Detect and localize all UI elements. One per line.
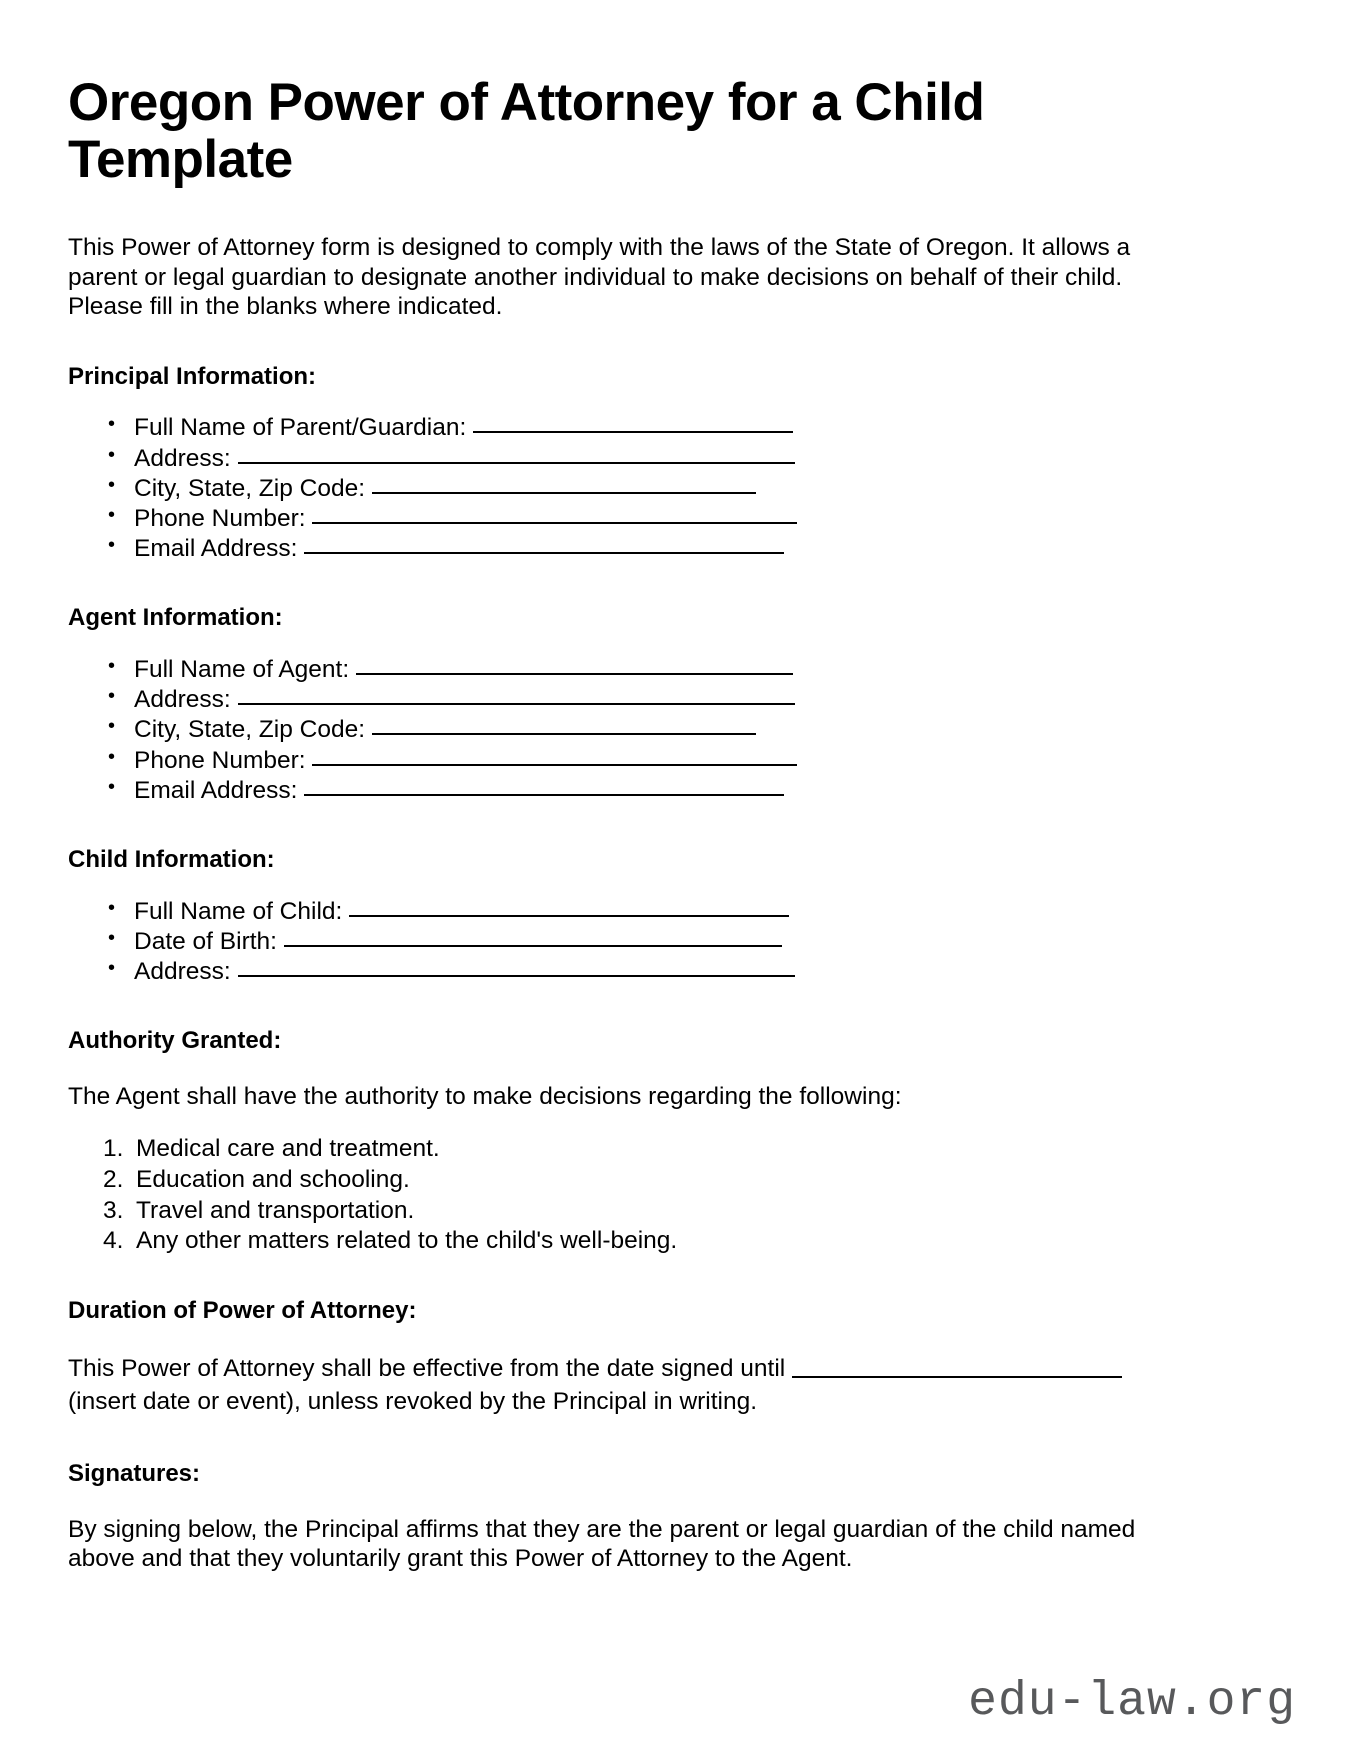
agent-field-list: [68, 656, 1292, 805]
list-item: [108, 505, 1292, 533]
list-item: [108, 958, 1292, 986]
fill-in-blank[interactable]: [312, 505, 797, 524]
field-label: Phone Number:: [134, 746, 306, 774]
list-item: [108, 445, 1292, 473]
field-label: Email Address:: [134, 776, 298, 804]
child-field-list: [68, 898, 1292, 987]
duration-fill-in-blank[interactable]: [792, 1357, 1122, 1378]
list-item: [108, 777, 1292, 805]
duration-text-after: (insert date or event), unless revoked by the Principal in writing.: [68, 1388, 758, 1416]
fill-in-blank[interactable]: [238, 445, 795, 464]
fill-in-blank[interactable]: [304, 777, 784, 796]
page-title: Oregon Power of Attorney for a Child Template: [68, 73, 985, 190]
list-item: [108, 686, 1292, 714]
intro-paragraph: This Power of Attorney form is designed to comply with the laws of the State of Oregon. It allows a parent or legal guardian to designate another individual to make decisions on behalf of their child. Please fill in the blanks where indicated.: [68, 234, 1131, 321]
list-item: [108, 656, 1292, 684]
fill-in-blank[interactable]: [284, 928, 782, 947]
fill-in-blank[interactable]: [356, 656, 793, 675]
field-label: Phone Number:: [134, 504, 306, 532]
field-label: Address:: [134, 958, 231, 986]
field-label: Full Name of Parent/Guardian:: [134, 414, 467, 442]
list-item: Any other matters related to the child's well-being.: [136, 1227, 678, 1255]
duration-text-before: This Power of Attorney shall be effective from the date signed until: [68, 1354, 786, 1382]
list-item: Medical care and treatment.: [136, 1135, 440, 1163]
field-label: Date of Birth:: [134, 927, 277, 955]
authority-list: [68, 1135, 1292, 1256]
fill-in-blank[interactable]: [473, 414, 793, 433]
site-watermark: edu-law.org: [968, 1675, 1296, 1729]
field-label: City, State, Zip Code:: [134, 716, 366, 744]
list-item: [108, 747, 1292, 775]
field-label: Full Name of Agent:: [134, 656, 350, 684]
list-item: [108, 475, 1292, 503]
list-item: Education and schooling.: [136, 1166, 410, 1194]
field-label: City, State, Zip Code:: [134, 474, 366, 502]
list-item: [108, 535, 1292, 563]
signatures-paragraph: By signing below, the Principal affirms that they are the parent or legal guardian of the child named above and that they voluntarily grant this Power of Attorney to the Agent.: [68, 1515, 1136, 1573]
field-label: Email Address:: [134, 535, 298, 563]
field-label: Full Name of Child:: [134, 897, 343, 925]
fill-in-blank[interactable]: [312, 747, 797, 766]
field-label: Address:: [134, 686, 231, 714]
field-label: Address:: [134, 444, 231, 472]
fill-in-blank[interactable]: [349, 898, 789, 917]
list-item: [108, 414, 1292, 442]
fill-in-blank[interactable]: [372, 475, 756, 494]
duration-heading: Duration of Power of Attorney:: [68, 1297, 417, 1325]
authority-granted-heading: Authority Granted:: [68, 1027, 282, 1055]
principal-field-list: [68, 414, 1292, 563]
fill-in-blank[interactable]: [304, 535, 784, 554]
list-item: Travel and transportation.: [136, 1196, 415, 1224]
agent-information-heading: Agent Information:: [68, 604, 283, 632]
fill-in-blank[interactable]: [238, 686, 795, 705]
fill-in-blank[interactable]: [372, 716, 756, 735]
list-item: [108, 898, 1292, 926]
signatures-heading: Signatures:: [68, 1460, 201, 1487]
duration-paragraph: [68, 1352, 1163, 1419]
list-item: [108, 716, 1292, 744]
authority-intro-paragraph: The Agent shall have the authority to make decisions regarding the following:: [68, 1083, 902, 1111]
child-information-heading: Child Information:: [68, 845, 275, 873]
fill-in-blank[interactable]: [238, 958, 795, 977]
principal-information-heading: Principal Information:: [68, 362, 317, 390]
list-item: [108, 928, 1292, 956]
